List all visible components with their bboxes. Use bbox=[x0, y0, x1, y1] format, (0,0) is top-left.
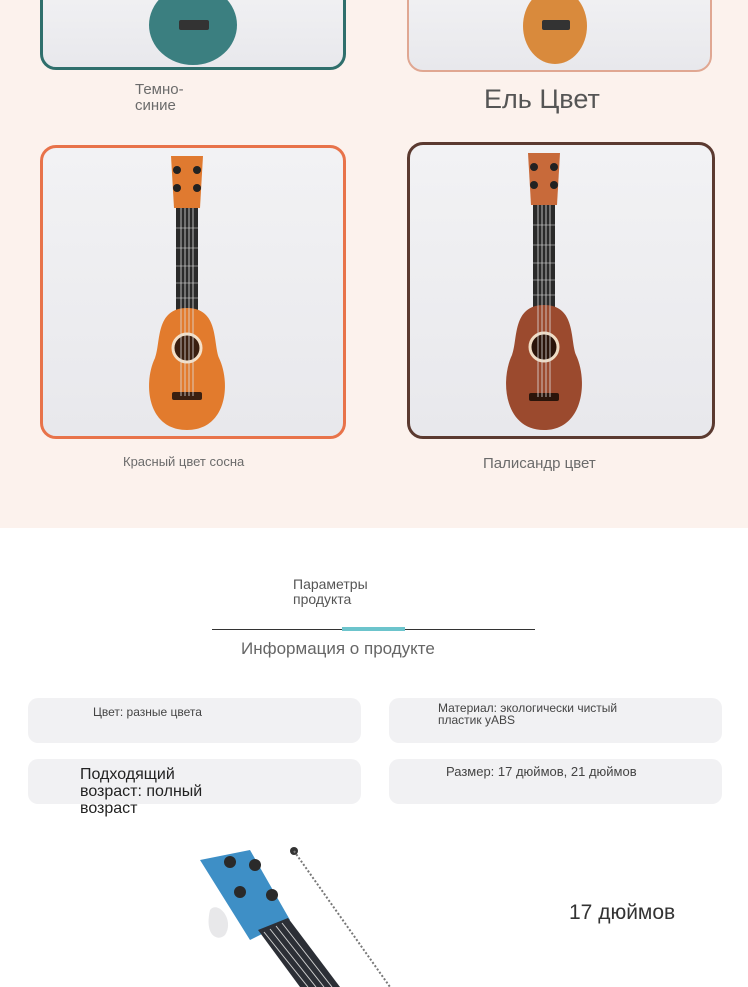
size-label: 17 дюймов bbox=[569, 901, 676, 924]
variant-label-dark-blue: Темно- синие bbox=[135, 81, 184, 114]
section-title: Параметры продукта bbox=[293, 576, 368, 607]
ukulele-image bbox=[43, 148, 346, 439]
variant-label-red-pine: Красный цвет сосна bbox=[123, 454, 245, 469]
section-subtitle: Информация о продукте bbox=[241, 639, 435, 658]
variant-card-dark-blue[interactable] bbox=[40, 0, 346, 70]
spec-age-text: Подходящий возраст: полный возраст bbox=[80, 766, 203, 817]
variant-card-red-pine[interactable] bbox=[40, 145, 346, 439]
ukulele-image bbox=[409, 0, 712, 72]
ukulele-image bbox=[43, 0, 346, 70]
variant-label-spruce: Ель Цвет bbox=[484, 84, 600, 114]
blue-ukulele-image bbox=[180, 840, 420, 987]
variant-card-spruce[interactable] bbox=[407, 0, 712, 72]
variant-card-rosewood[interactable] bbox=[407, 142, 715, 439]
variant-label-rosewood: Палисандр цвет bbox=[483, 455, 596, 472]
spec-material-text: Материал: экологически чистый пластик уABS bbox=[438, 701, 618, 727]
spec-color-text: Цвет: разные цвета bbox=[93, 705, 202, 719]
divider-accent bbox=[342, 627, 405, 631]
ukulele-image bbox=[410, 145, 715, 439]
spec-size-text: Размер: 17 дюймов, 21 дюймов bbox=[446, 764, 637, 779]
